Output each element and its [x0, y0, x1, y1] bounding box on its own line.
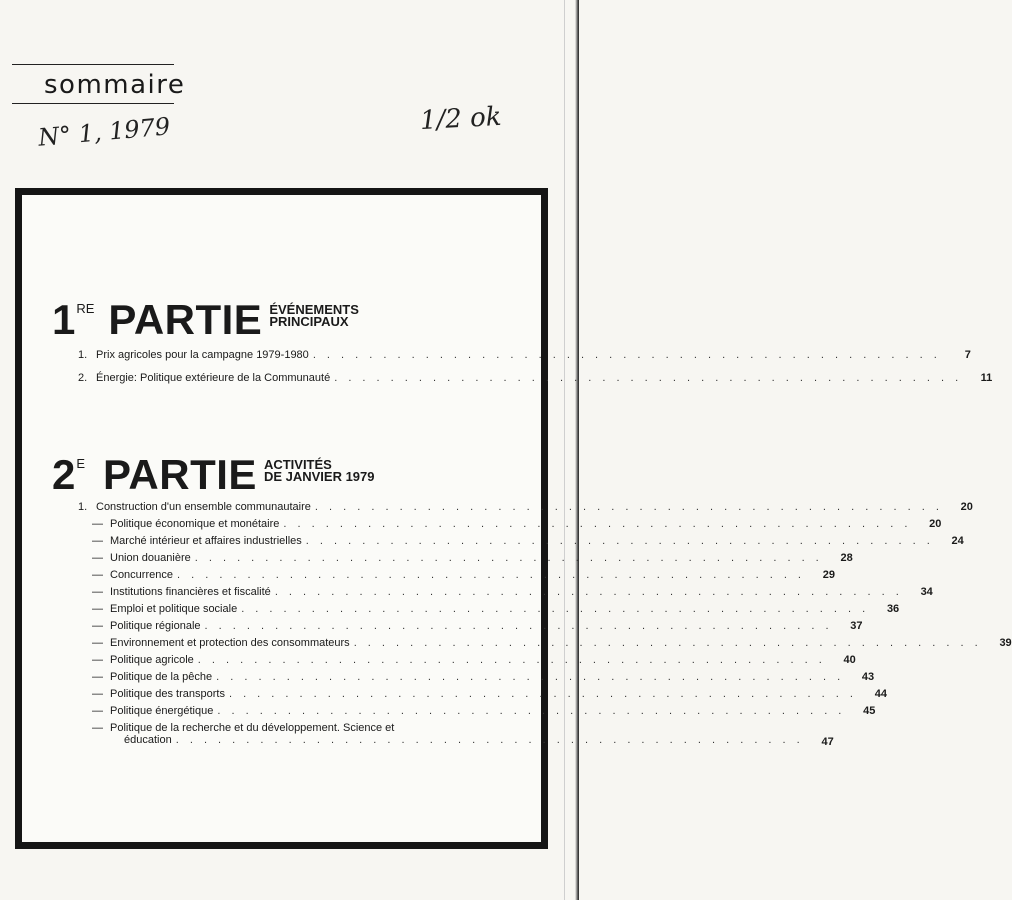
part1-subtitle-line1: ÉVÉNEMENTS [269, 302, 359, 317]
toc-leader-dots [172, 734, 804, 746]
toc-subentry-label-line2: éducation [124, 734, 172, 746]
toc-subentry-label-line1: Politique de la recherche et du développement. Science et [110, 722, 395, 734]
toc-leader-dots [309, 349, 941, 361]
toc-dash: — [92, 569, 103, 581]
toc-leader-dots [194, 654, 826, 666]
toc-leader-dots [271, 586, 903, 598]
part1-subtitle [269, 304, 359, 328]
toc-dash: — [92, 671, 103, 683]
toc-subentry[interactable] [78, 637, 1012, 654]
part2-heading [52, 451, 375, 498]
toc-dash: — [92, 535, 103, 547]
toc-dash: — [92, 620, 103, 632]
toc-entry-page: 29 [822, 569, 835, 581]
toc-entry-page: 28 [840, 552, 853, 564]
toc-entry-page: 39 [999, 637, 1012, 649]
toc-entry-page: 37 [850, 620, 863, 632]
handwritten-ok-note: 1/2 ok [419, 101, 503, 137]
page-title: sommaire [44, 70, 186, 100]
scan-edge-line [564, 0, 565, 900]
toc-leader-dots [279, 518, 911, 530]
toc-leader-dots [237, 603, 869, 615]
toc-subentry[interactable] [78, 688, 887, 705]
toc-subentry-label: Politique régionale [110, 620, 201, 632]
toc-dash: — [92, 654, 103, 666]
toc-entry-page: 43 [861, 671, 875, 683]
toc-leader-dots [191, 552, 823, 564]
toc-entry[interactable] [78, 372, 993, 389]
toc-subentry-line2 [110, 734, 804, 746]
toc-entry-page: 45 [863, 705, 876, 717]
part2-word: PARTIE [103, 451, 257, 498]
toc-subentry[interactable] [78, 705, 876, 722]
toc-subentry-label: Marché intérieur et affaires industrielles [110, 535, 302, 547]
toc-dash: — [92, 722, 103, 734]
toc-entry-page: 47 [821, 736, 834, 748]
toc-entry-number: 2. [78, 372, 88, 384]
part1-ordinal: RE [76, 301, 95, 316]
toc-subentry-label: Institutions financières et fiscalité [110, 586, 271, 598]
toc-subentry[interactable] [78, 722, 834, 748]
part2-number: 2 [52, 451, 75, 498]
toc-leader-dots [201, 620, 833, 632]
toc-entry-label: Construction d'un ensemble communautaire [96, 501, 311, 513]
part1-number: 1 [52, 296, 75, 343]
part1-toc [78, 349, 993, 389]
toc-entry-page: 7 [964, 349, 971, 361]
scan-edge [575, 0, 579, 900]
toc-dash: — [92, 603, 103, 615]
toc-dash: — [92, 518, 103, 530]
toc-entry-page: 20 [960, 501, 973, 513]
toc-leader-dots [212, 671, 844, 683]
part2-toc [78, 501, 1012, 748]
part1-subtitle-line2: PRINCIPAUX [269, 314, 349, 329]
toc-subentry[interactable] [78, 620, 863, 637]
toc-subentry-wrap [110, 722, 804, 746]
toc-dash: — [92, 705, 103, 717]
toc-entry-page: 20 [929, 518, 942, 530]
toc-leader-dots [173, 569, 805, 581]
toc-entry-label: Prix agricoles pour la campagne 1979-1980 [96, 349, 309, 361]
toc-subentry-label: Politique de la pêche [110, 671, 213, 683]
toc-subentry[interactable] [78, 671, 875, 688]
toc-leader-dots [302, 535, 934, 547]
toc-leader-dots [350, 637, 982, 649]
toc-entry-number: 1. [78, 349, 88, 361]
toc-subentry-label: Concurrence [110, 569, 173, 581]
toc-entry-page: 40 [843, 654, 856, 666]
toc-entry-label: Énergie: Politique extérieure de la Communauté [96, 372, 331, 384]
toc-subentry[interactable] [78, 586, 933, 603]
toc-subentry-label: Politique économique et monétaire [110, 518, 280, 530]
toc-subentry-label: Politique agricole [110, 654, 194, 666]
toc-subentry-label: Politique énergétique [110, 705, 214, 717]
toc-subentry[interactable] [78, 518, 942, 535]
toc-entry-page: 24 [951, 535, 964, 547]
toc-subentry[interactable] [78, 569, 835, 586]
toc-entry-page: 44 [874, 688, 887, 700]
toc-dash: — [92, 688, 103, 700]
toc-dash: — [92, 637, 103, 649]
title-rule-top [12, 64, 174, 65]
toc-entry-page: 34 [920, 586, 933, 598]
toc-subitems [78, 518, 1012, 722]
part1-word: PARTIE [108, 296, 263, 343]
part2-subtitle-line2: DE JANVIER 1979 [263, 469, 375, 484]
toc-entry-page: 11 [980, 372, 993, 384]
toc-dash: — [92, 586, 103, 598]
toc-entry-number: 1. [78, 501, 88, 513]
part2-ordinal: E [76, 456, 86, 471]
toc-leader-dots [311, 501, 943, 513]
part1-heading [52, 296, 359, 343]
toc-entry-page: 36 [886, 603, 900, 615]
toc-subentry[interactable] [78, 552, 853, 569]
toc-leader-dots [225, 688, 857, 700]
toc-subentry-label: Politique des transports [110, 688, 225, 700]
toc-subentry[interactable] [78, 535, 964, 552]
toc-subentry-label: Environnement et protection des consommateurs [110, 637, 350, 649]
part2-subtitle-line1: ACTIVITÉS [263, 457, 332, 472]
toc-leader-dots [330, 372, 962, 384]
toc-dash: — [92, 552, 103, 564]
toc-entry[interactable] [78, 349, 971, 366]
toc-subentry[interactable] [78, 654, 856, 671]
toc-leader-dots [213, 705, 845, 717]
toc-section[interactable] [78, 501, 973, 518]
toc-subentry[interactable] [78, 603, 900, 620]
part2-subtitle [264, 459, 375, 483]
toc-subentry-label: Emploi et politique sociale [110, 603, 238, 615]
toc-subentry-label: Union douanière [110, 552, 191, 564]
title-rule-bottom [12, 103, 174, 104]
handwritten-issue-note: N° 1, 1979 [37, 112, 172, 152]
